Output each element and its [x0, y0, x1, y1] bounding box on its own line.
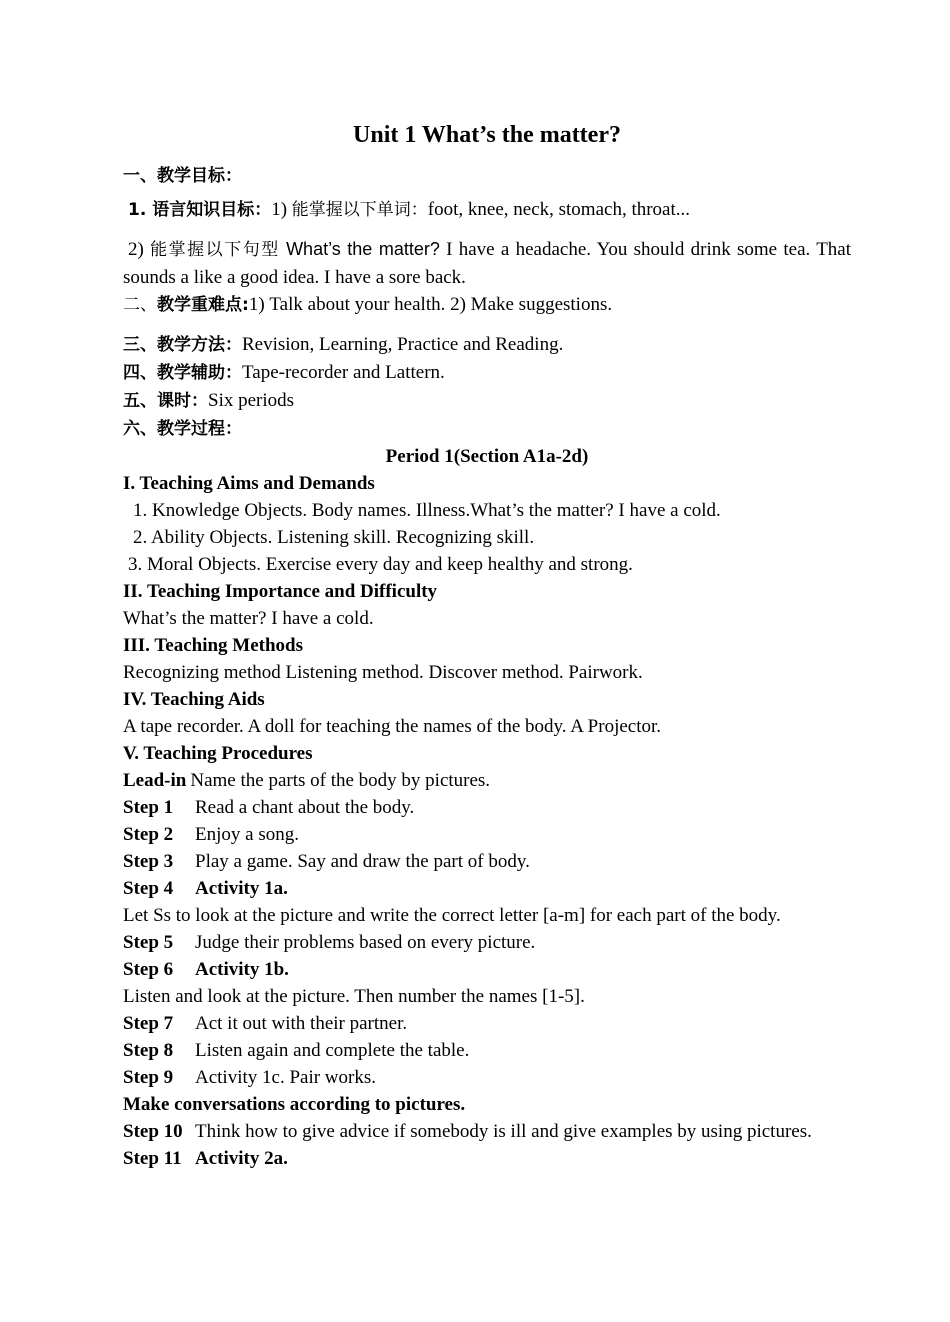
step-text: Think how to give advice if somebody is ill and give examples by using pictures.: [195, 1121, 812, 1142]
step-text: Enjoy a song.: [195, 824, 299, 845]
goal-sentence-sans: What’s the matter?: [286, 239, 440, 259]
goal-sentences: [123, 236, 851, 291]
step-label: Step 3: [123, 851, 174, 872]
section-6: [123, 415, 851, 443]
aids-heading: IV. Teaching Aids: [123, 689, 265, 710]
goal-language-knowledge: [123, 196, 851, 224]
page-title: Unit 1 What’s the matter?: [353, 122, 621, 148]
step-text: Activity 2a.: [195, 1148, 288, 1169]
goal-number: 1): [271, 199, 292, 220]
step-row: [123, 1064, 851, 1091]
step-text: Activity 1b.: [195, 959, 289, 980]
aims-item: 3. Moral Objects. Exercise every day and keep healthy and strong.: [128, 554, 633, 575]
step-label: Step 1: [123, 797, 174, 818]
aids-text: A tape recorder. A doll for teaching the names of the body. A Projector.: [123, 716, 662, 737]
step-label: Step 11: [123, 1148, 182, 1169]
aims-item: 2. Ability Objects. Listening skill. Recognizing skill.: [133, 527, 535, 548]
aims-heading: I. Teaching Aims and Demands: [123, 473, 375, 494]
step-label: Step 5: [123, 932, 174, 953]
step-label: Lead-in: [123, 770, 187, 791]
section-text: Revision, Learning, Practice and Reading.: [242, 334, 564, 355]
goal-chinese: 能掌握以下句型: [150, 240, 280, 260]
section-text: Tape-recorder and Lattern.: [242, 362, 445, 383]
section-5: [123, 387, 851, 415]
methods-text: Recognizing method Listening method. Discover method. Pairwork.: [123, 662, 643, 683]
step-row: [123, 929, 851, 956]
step-label: Step 8: [123, 1040, 174, 1061]
step-row: [123, 1010, 851, 1037]
goal-number: 2): [128, 239, 151, 260]
step-text: Play a game. Say and draw the part of body.: [195, 851, 530, 872]
step-text: Judge their problems based on every picture.: [195, 932, 536, 953]
step-note: Listen and look at the picture. Then number the names [1-5].: [123, 986, 585, 1007]
section-heading: 四、教学辅助：: [123, 363, 242, 383]
step-text: Read a chant about the body.: [195, 797, 415, 818]
section-text: 1) Talk about your health. 2) Make suggestions.: [248, 294, 613, 315]
goal-label: 1. 语言知识目标：: [128, 200, 272, 220]
section-prefix: 二、: [123, 295, 157, 315]
step-text: Listen again and complete the table.: [195, 1040, 470, 1061]
section-heading: 五、课时：: [123, 391, 208, 411]
step-text: Act it out with their partner.: [195, 1013, 408, 1034]
section-3: [123, 331, 851, 359]
period-heading: Period 1(Section A1a-2d): [385, 446, 589, 467]
section-heading: 三、教学方法：: [123, 335, 242, 355]
importance-text: What’s the matter? I have a cold.: [123, 608, 374, 629]
step-label: Step 7: [123, 1013, 174, 1034]
step-text: Activity 1c. Pair works.: [195, 1067, 377, 1088]
step-label: Step 10: [123, 1121, 183, 1142]
goal-sentences-rest: I have a headache. You should drink some tea. That sounds a like a good idea. I have a sore back.: [123, 239, 852, 288]
step-row: [123, 1145, 851, 1172]
document-page: [123, 118, 851, 1172]
section-4: [123, 359, 851, 387]
importance-heading: II. Teaching Importance and Difficulty: [123, 581, 438, 602]
step-label: Step 2: [123, 824, 174, 845]
section-heading: 教学重难点:: [157, 295, 249, 315]
goal-chinese: 能掌握以下单词：: [291, 200, 428, 220]
step-label: Step 6: [123, 959, 174, 980]
step-row: [123, 848, 851, 875]
procedures-heading: V. Teaching Procedures: [123, 743, 313, 764]
step-note: Let Ss to look at the picture and write the correct letter [a-m] for each part of the body.: [123, 905, 781, 926]
section-2: [123, 291, 851, 319]
step-text: Name the parts of the body by pictures.: [190, 770, 491, 791]
step-row: [123, 1037, 851, 1064]
step-row: [123, 821, 851, 848]
goal-words: foot, knee, neck, stomach, throat...: [427, 199, 691, 220]
step-row: [123, 875, 851, 902]
section-heading: 六、教学过程：: [123, 419, 242, 439]
section-1-heading: [123, 162, 851, 190]
step-text: Activity 1a.: [195, 878, 288, 899]
step-row: [123, 1118, 851, 1145]
step-row: [123, 956, 851, 983]
aims-item: 1. Knowledge Objects. Body names. Illness.What’s the matter? I have a cold.: [133, 500, 721, 521]
conversations-heading: Make conversations according to pictures.: [123, 1094, 466, 1115]
section-heading: 一、教学目标：: [123, 166, 242, 186]
methods-heading: III. Teaching Methods: [123, 635, 304, 656]
step-label: Step 4: [123, 878, 174, 899]
lead-in: [123, 767, 851, 794]
section-text: Six periods: [208, 390, 295, 411]
step-row: [123, 794, 851, 821]
step-label: Step 9: [123, 1067, 174, 1088]
